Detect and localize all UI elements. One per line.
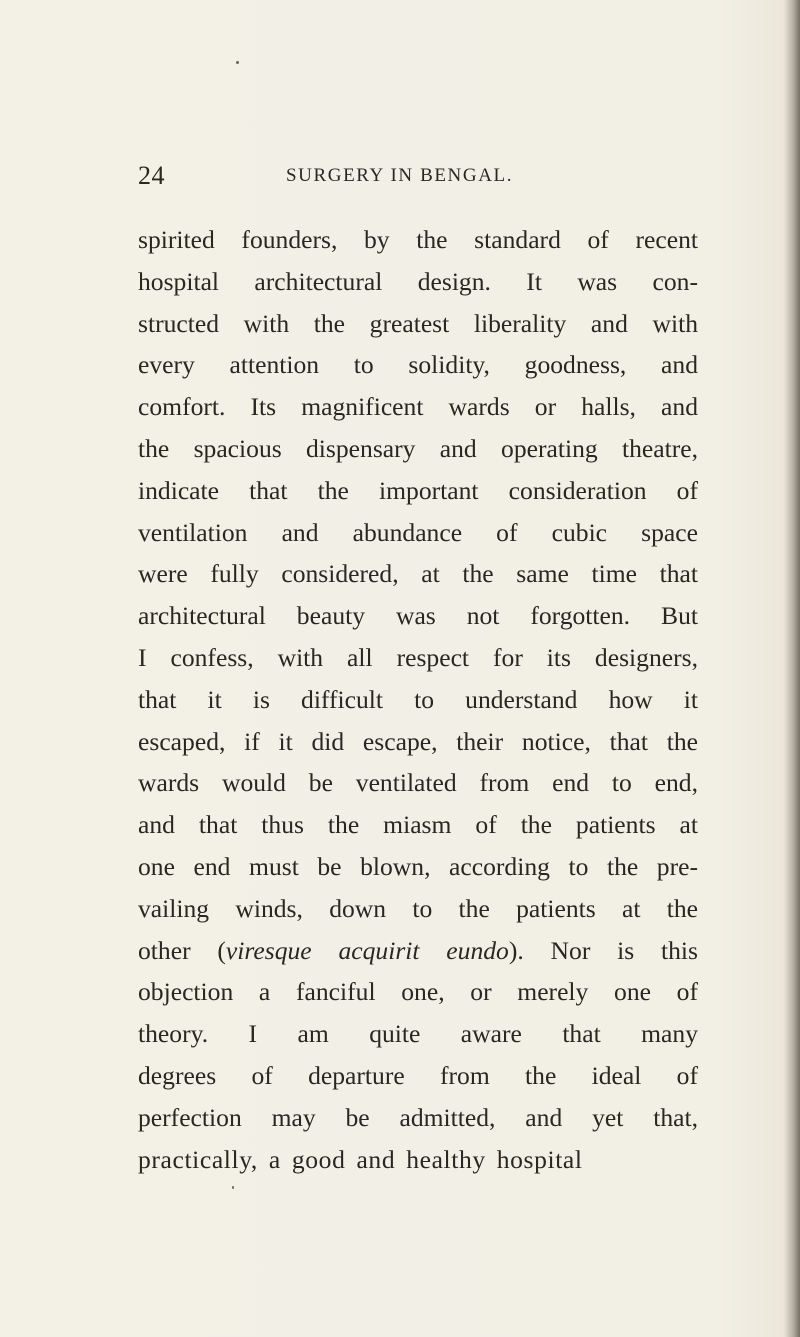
text-line: structed with the greatest liberality and with	[138, 308, 698, 338]
paper-speck	[236, 61, 239, 64]
text-line-with-italic	[138, 930, 698, 972]
page-header	[138, 160, 698, 192]
text-line: were fully considered, at the same time that	[138, 559, 698, 589]
text-line: the spacious dispensary and operating theatre,	[138, 433, 698, 463]
text-line: spirited founders, by the standard of recent	[138, 225, 698, 254]
text-line: architectural beauty was not forgotten. But	[138, 601, 698, 631]
running-head: SURGERY IN BENGAL.	[286, 165, 514, 186]
text-line: I confess, with all respect for its designers,	[138, 642, 698, 672]
text-line: objection a fanciful one, or merely one of	[138, 977, 698, 1007]
text-line: ventilation and abundance of cubic space	[138, 517, 698, 547]
text-line: hospital architectural design. It was con-	[138, 266, 698, 296]
body-text	[138, 219, 698, 1180]
text-segment: other (	[138, 935, 226, 965]
italic-phrase: viresque acquirit eundo	[225, 935, 509, 965]
text-line: comfort. Its magnificent wards or halls, and	[138, 392, 698, 422]
text-line: degrees of departure from the ideal of	[138, 1060, 698, 1090]
text-line: and that thus the miasm of the patients at	[138, 810, 698, 840]
text-line: practically, a good and healthy hospital	[138, 1144, 583, 1174]
text-line: escaped, if it did escape, their notice, that the	[138, 726, 698, 756]
page-number: 24	[138, 161, 165, 190]
text-line: indicate that the important consideration of	[138, 475, 698, 505]
page-edge-shadow	[784, 0, 800, 1337]
text-line: perfection may be admitted, and yet that,	[138, 1102, 698, 1132]
paper-speck	[232, 1186, 234, 1189]
text-line: one end must be blown, according to the pre-	[138, 851, 698, 881]
text-line: wards would be ventilated from end to end,	[138, 768, 698, 798]
text-line: theory. I am quite aware that many	[138, 1019, 698, 1049]
text-line: every attention to solidity, goodness, and	[138, 350, 698, 380]
text-line: vailing winds, down to the patients at the	[138, 893, 698, 923]
text-segment: ). Nor is this	[508, 935, 698, 965]
text-line: that it is difficult to understand how it	[138, 684, 698, 714]
